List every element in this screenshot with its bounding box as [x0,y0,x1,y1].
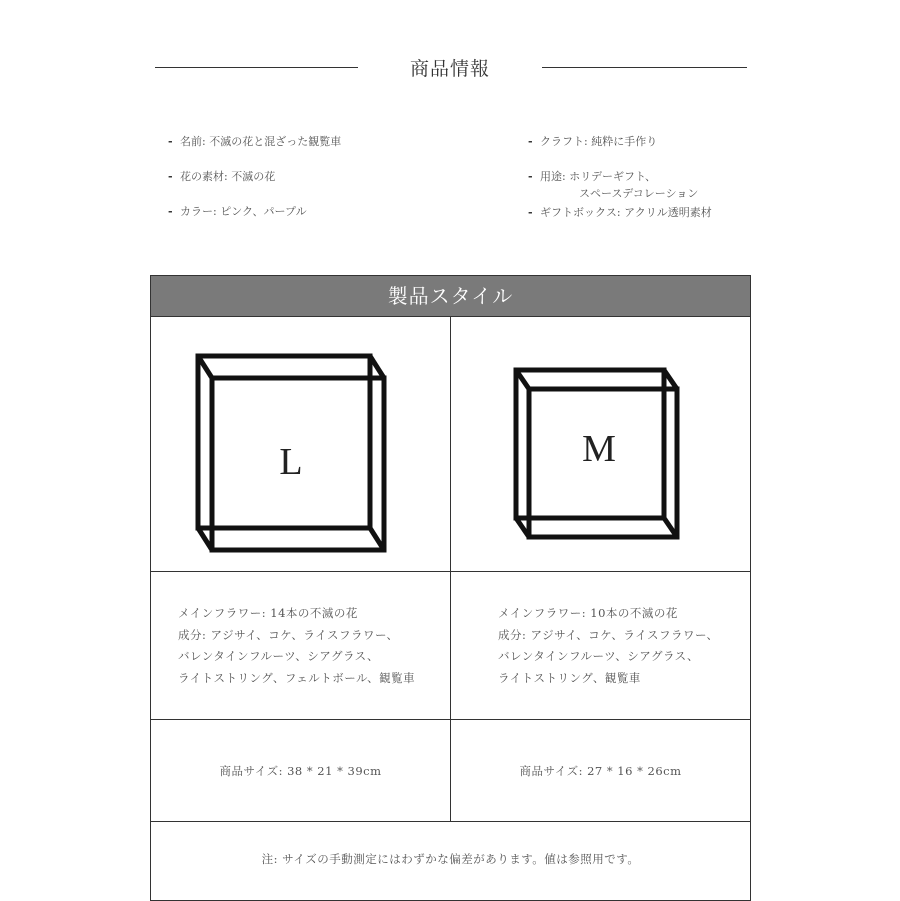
style-m-image-cell [451,317,750,571]
info-label: 用途: [540,170,566,183]
section-title-row [0,54,900,84]
info-item-color [168,203,341,220]
table-header: 製品スタイル [151,276,750,316]
bullet-dash-icon: - [528,170,533,183]
main-flower-text: メインフラワー: 10本の不滅の花 [498,606,678,620]
info-value: 純粋に手作り [591,135,658,148]
style-m-components [498,603,719,689]
bullet-dash-icon: - [528,206,533,219]
component-line: ライトストリング、フェルトボール、観覧車 [178,670,416,685]
info-item-usage [528,168,712,202]
product-style-table [150,275,751,901]
style-l-image-cell [151,317,450,571]
component-line: 成分: アジサイ、コケ、ライスフラワー、 [498,627,719,642]
info-value: 不滅の花と混ざった観覧車 [209,135,342,148]
info-item-name [168,133,341,150]
component-line: バレンタインフルーツ、シアグラス、 [498,649,699,663]
info-label: ギフトボックス: [540,206,621,219]
page-title: 商品情報 [409,58,490,80]
component-line: 成分: アジサイ、コケ、ライスフラワー、 [178,627,399,642]
component-line: バレンタインフルーツ、シアグラス、 [178,649,379,663]
info-item-giftbox [528,204,712,221]
info-value: アクリル透明素材 [624,206,712,219]
info-value-continued: スペースデコレーション [579,187,699,200]
bullet-dash-icon: - [168,135,173,148]
style-m-dimensions: 商品サイズ: 27 * 16 * 26cm [519,764,682,778]
row-divider [151,821,750,822]
info-label: 名前: [180,135,206,148]
info-value: 不滅の花 [231,170,276,183]
component-line: ライトストリング、観覧車 [498,670,641,685]
title-divider-right [542,67,747,68]
main-flower-text: メインフラワー: 14本の不滅の花 [178,606,358,620]
style-l-components [178,603,415,689]
size-label-m: M [582,428,616,470]
bullet-dash-icon: - [168,170,173,183]
info-label: 花の素材: [180,170,228,183]
style-l-dimensions: 商品サイズ: 38 * 21 * 39cm [219,764,382,778]
bullet-dash-icon: - [528,135,533,148]
info-label: クラフト: [540,135,588,148]
info-item-craft [528,133,712,150]
title-divider-left [155,67,358,68]
measurement-note: 注: サイズの手動測定にはわずかな偏差があります。値は参照用です。 [261,852,640,866]
info-value: ホリデーギフト、 [569,170,657,183]
size-label-l: L [279,441,303,483]
bullet-dash-icon: - [168,205,173,218]
info-value: ピンク、パープル [220,205,307,218]
info-label: カラー: [180,205,217,218]
info-list-right [528,133,712,239]
info-list-left [168,133,341,238]
info-item-material [168,168,341,185]
